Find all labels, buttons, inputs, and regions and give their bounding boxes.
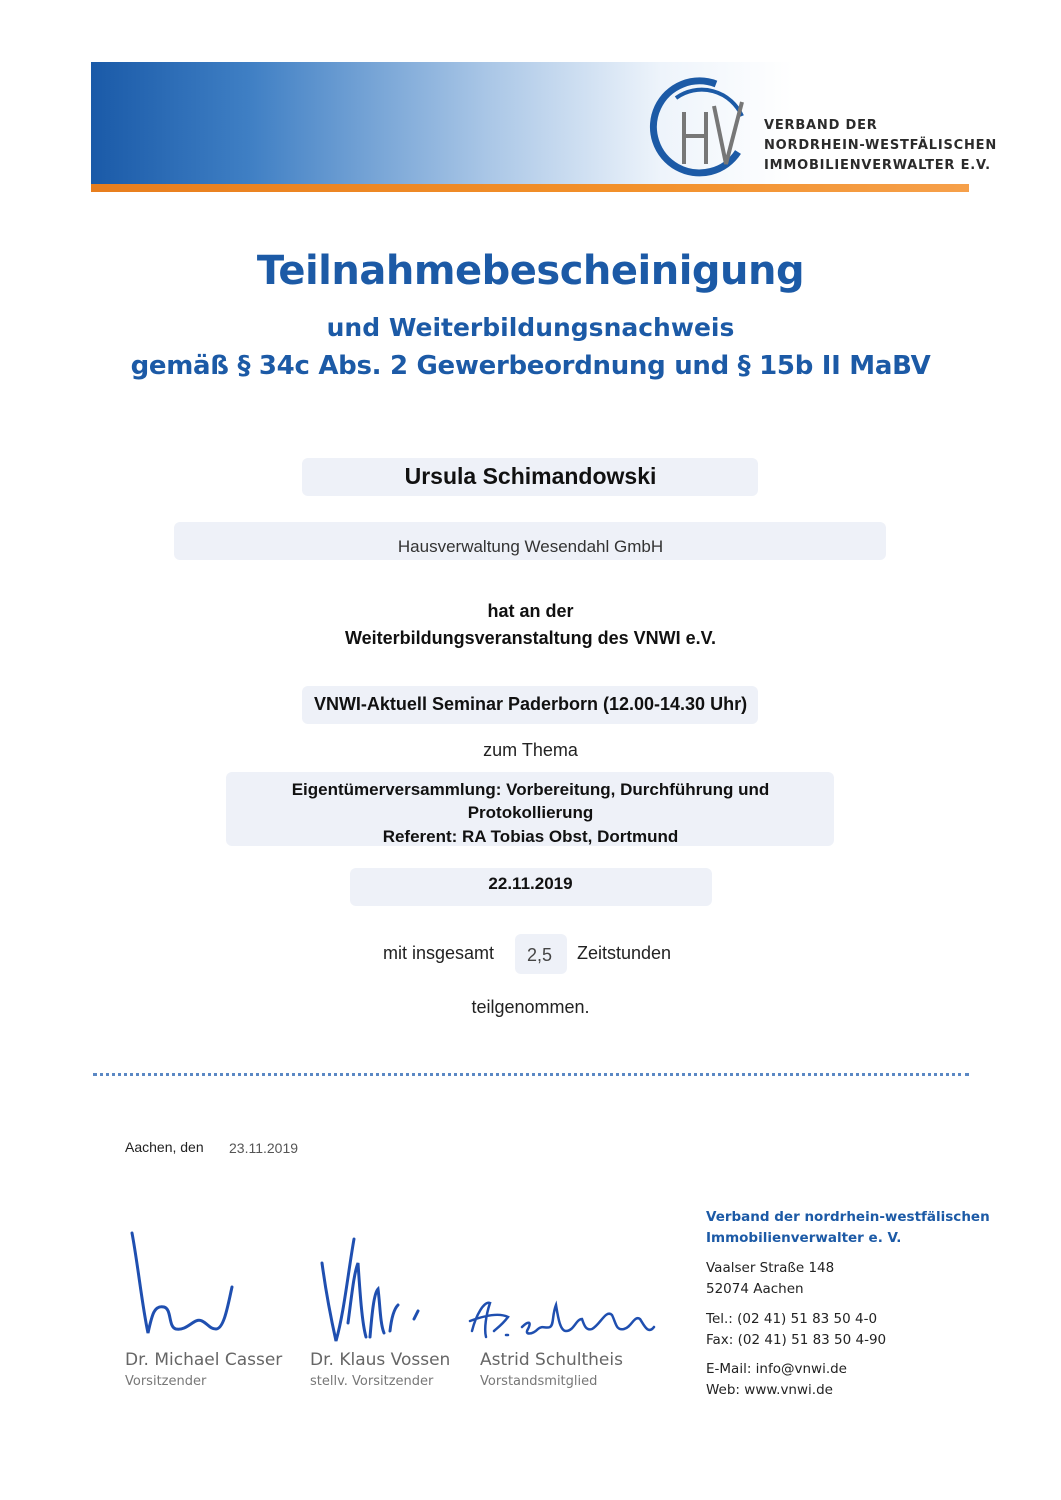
hours-suffix: Zeitstunden (577, 943, 672, 963)
header-orange-rule (91, 184, 969, 192)
hat-an-der-text: hat an der (487, 601, 574, 621)
signer-3-role: Vorstandsmitglied (480, 1374, 598, 1389)
certificate-title: Teilnahmebescheinigung (256, 248, 805, 294)
participant-company: Hausverwaltung Wesendahl GmbH (397, 537, 664, 556)
topic-line-2: Protokollierung (467, 803, 594, 822)
topic-line-1: Eigentümerversammlung: Vorbereitung, Durchführung und (291, 780, 770, 799)
teilgenommen-text: teilgenommen. (471, 997, 590, 1017)
contact-street: Vaalser Straße 148 (706, 1260, 835, 1276)
place-date: 23.11.2019 (229, 1140, 299, 1156)
header-org-line3: IMMOBILIENVERWALTER E.V. (764, 158, 991, 173)
contact-org-line2: Immobilienverwalter e. V. (706, 1230, 902, 1246)
hours-value: 2,5 (527, 945, 553, 965)
topic-speaker: Referent: RA Tobias Obst, Dortmund (382, 827, 679, 846)
signer-3-name: Astrid Schultheis (480, 1350, 623, 1370)
hours-prefix: mit insgesamt (383, 943, 495, 963)
veranstaltung-text: Weiterbildungsveranstaltung des VNWI e.V. (344, 628, 717, 648)
certificate-subtitle-2: gemäß § 34c Abs. 2 Gewerbeordnung und § 15b II MaBV (130, 351, 931, 381)
zum-thema-text: zum Thema (483, 740, 578, 760)
certificate-subtitle-1: und Weiterbildungsnachweis (326, 313, 735, 342)
vnwi-logo-icon (646, 72, 756, 182)
signer-1-role: Vorsitzender (125, 1374, 207, 1389)
header-org-line1: VERBAND DER (764, 118, 878, 133)
contact-org-line1: Verband der nordrhein-westfälischen (706, 1209, 990, 1225)
signer-2-name: Dr. Klaus Vossen (310, 1350, 451, 1370)
place-label: Aachen, den (125, 1139, 204, 1155)
event-date: 22.11.2019 (488, 874, 573, 893)
dotted-divider (93, 1073, 969, 1076)
contact-fax: Fax: (02 41) 51 83 50 4-90 (706, 1332, 887, 1348)
header-org-line2: NORDRHEIN-WESTFÄLISCHEN (764, 138, 997, 153)
contact-email[interactable]: E-Mail: info@vnwi.de (706, 1361, 847, 1377)
signer-1-name: Dr. Michael Casser (125, 1350, 283, 1370)
header-org-name (764, 116, 997, 176)
contact-tel: Tel.: (02 41) 51 83 50 4-0 (706, 1311, 878, 1327)
signer-2-role: stellv. Vorsitzender (310, 1374, 434, 1389)
contact-web[interactable]: Web: www.vnwi.de (706, 1382, 833, 1398)
contact-city: 52074 Aachen (706, 1281, 804, 1297)
signature-casser-icon (124, 1225, 244, 1345)
seminar-title: VNWI-Aktuell Seminar Paderborn (12.00-14.30 Uhr) (313, 694, 748, 714)
signature-schultheis-icon (466, 1295, 666, 1345)
signature-vossen-icon (318, 1233, 428, 1348)
participant-name: Ursula Schimandowski (404, 463, 657, 489)
